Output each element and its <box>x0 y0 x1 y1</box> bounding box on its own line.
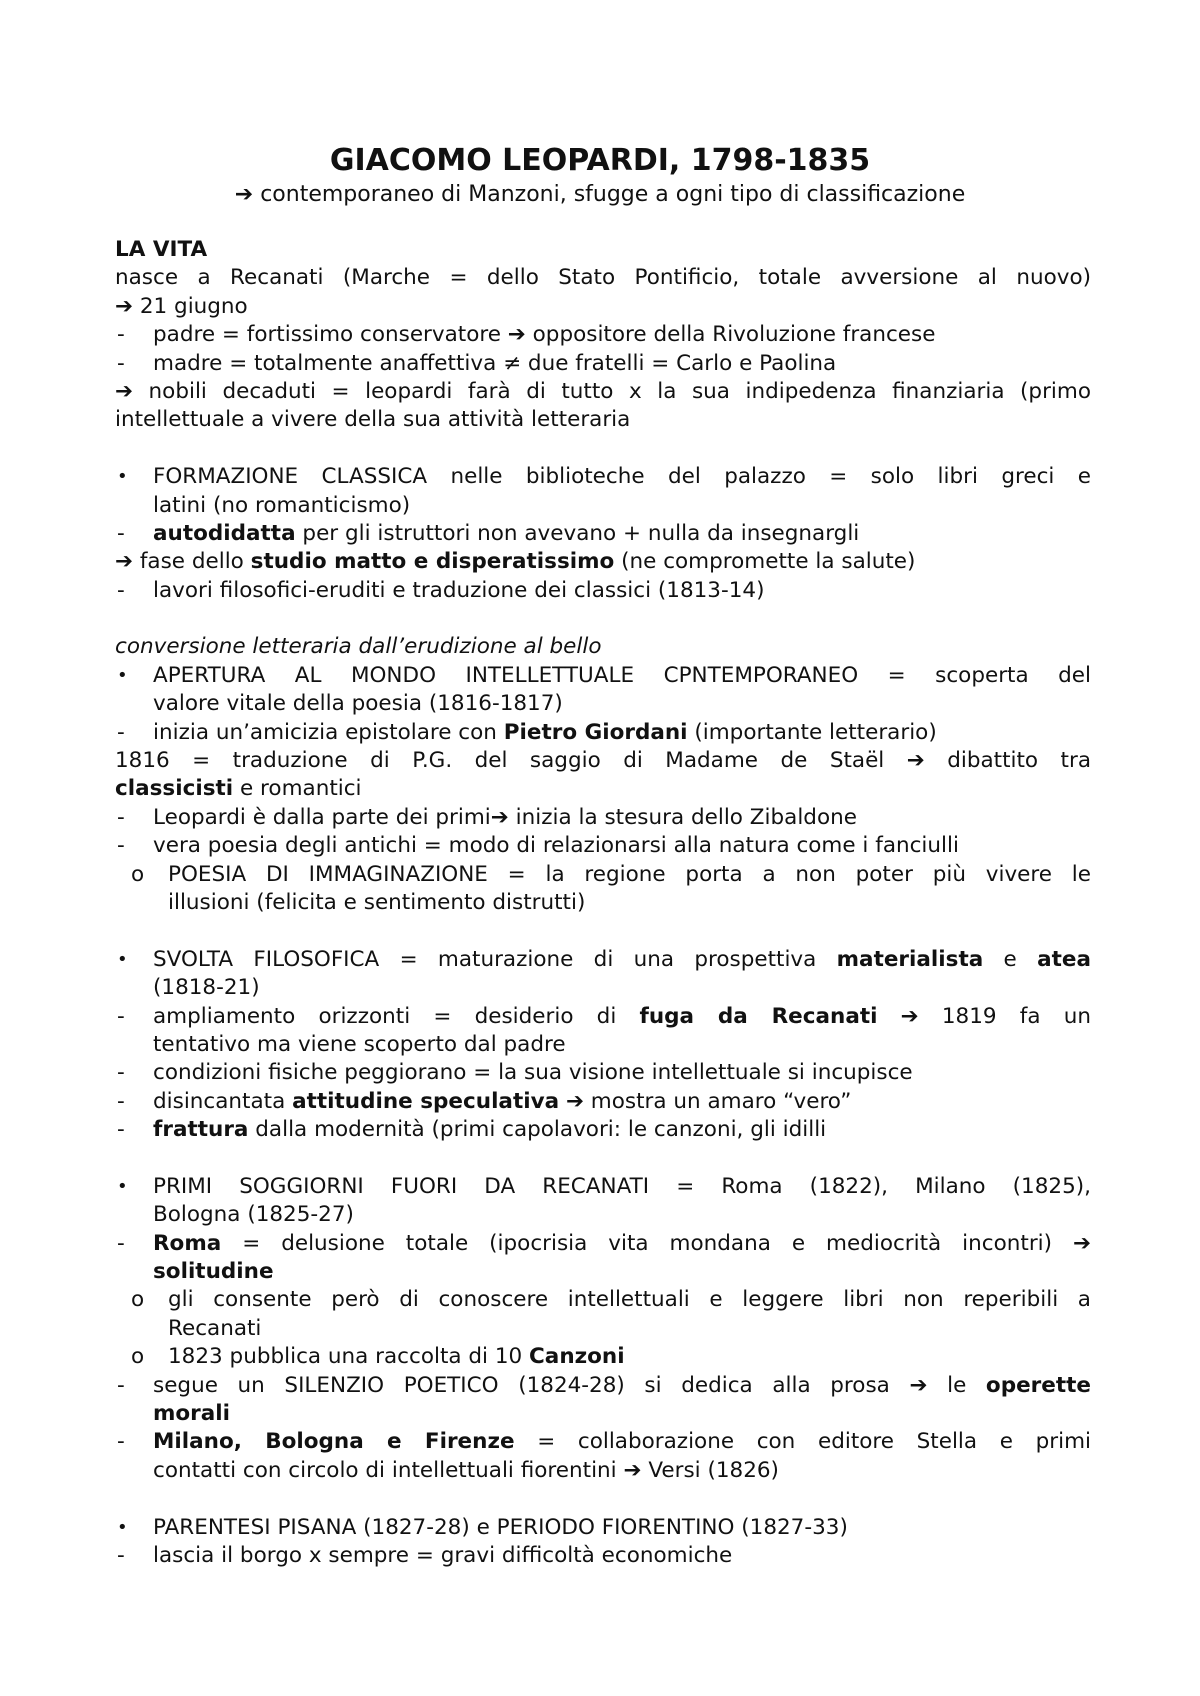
circle-item: o gli consente però di conoscere intellettuali e leggere libri non reperibili a <box>115 1286 1091 1314</box>
dash-marker: - <box>117 520 125 546</box>
bullet-item: • FORMAZIONE CLASSICA nelle biblioteche del palazzo = solo libri greci e <box>115 463 1091 491</box>
bullet-item: • PRIMI SOGGIORNI FUORI DA RECANATI = Roma (1822), Milano (1825), <box>115 1173 1091 1201</box>
dash-item: - condizioni fisiche peggiorano = la sua visione intellettuale si incupisce <box>115 1059 1091 1087</box>
paragraph-line: nasce a Recanati (Marche = dello Stato Pontificio, totale avversione al nuovo) <box>115 265 1091 291</box>
dash-marker: - <box>117 1117 125 1143</box>
bullet-item-continuation: valore vitale della poesia (1816-1817) <box>153 691 563 717</box>
document-subtitle: ➔ contemporaneo di Manzoni, sfugge a ogni tipo di classificazione <box>234 182 966 207</box>
dash-item-continuation: contatti con circolo di intellettuali fiorentini ➔ Versi (1826) <box>153 1457 779 1483</box>
circle-item: o 1823 pubblica una raccolta di 10 Canzoni <box>115 1343 1091 1371</box>
circle-marker: o <box>131 1344 145 1370</box>
bullet-item: • SVOLTA FILOSOFICA = maturazione di una prospettiva materialista e atea <box>115 946 1091 974</box>
circle-item-continuation: illusioni (felicita e sentimento distrutti) <box>168 889 586 915</box>
dash-item-continuation: tentativo ma viene scoperto dal padre <box>153 1031 566 1057</box>
bullet-item: • PARENTESI PISANA (1827-28) e PERIODO FIORENTINO (1827-33) <box>115 1514 1091 1542</box>
dash-item: - segue un SILENZIO POETICO (1824-28) si dedica alla prosa ➔ le operette <box>115 1372 1091 1400</box>
bullet-marker: • <box>117 1516 128 1538</box>
circle-item-continuation: Recanati <box>168 1315 262 1341</box>
circle-marker: o <box>131 1287 145 1313</box>
bullet-marker: • <box>117 1175 128 1197</box>
paragraph-line: ➔ 21 giugno <box>115 293 248 319</box>
circle-item: o POESIA DI IMMAGINAZIONE = la regione porta a non poter più vivere le <box>115 861 1091 889</box>
dash-marker: - <box>117 833 125 859</box>
dash-item: - padre = fortissimo conservatore ➔ oppositore della Rivoluzione francese <box>115 321 1091 349</box>
dash-item: - autodidatta per gli istruttori non avevano + nulla da insegnargli <box>115 520 1091 548</box>
dash-item: - vera poesia degli antichi = modo di relazionarsi alla natura come i fanciulli <box>115 832 1091 860</box>
dash-item: - disincantata attitudine speculativa ➔ mostra un amaro “vero” <box>115 1088 1091 1116</box>
dash-item: - Milano, Bologna e Firenze = collaborazione con editore Stella e primi <box>115 1428 1091 1456</box>
bullet-item-continuation: (1818-21) <box>153 975 260 1001</box>
dash-marker: - <box>117 804 125 830</box>
dash-marker: - <box>117 350 125 376</box>
circle-marker: o <box>131 861 145 887</box>
document-title: GIACOMO LEOPARDI, 1798-1835 <box>329 143 871 178</box>
dash-item: - frattura dalla modernità (primi capolavori: le canzoni, gli idilli <box>115 1116 1091 1144</box>
italic-subheading: conversione letteraria dall’erudizione al bello <box>115 634 602 660</box>
document-body <box>115 236 1091 1570</box>
dash-marker: - <box>117 1230 125 1256</box>
paragraph-line: ➔ nobili decaduti = leopardi farà di tutto x la sua indipedenza finanziaria (primo <box>115 378 1091 404</box>
dash-item: - lascia il borgo x sempre = gravi difficoltà economiche <box>115 1542 1091 1570</box>
dash-marker: - <box>117 1372 125 1398</box>
paragraph-line: ➔ fase dello studio matto e disperatissimo (ne compromette la salute) <box>115 549 916 575</box>
bullet-item: • APERTURA AL MONDO INTELLETTUALE CPNTEMPORANEO = scoperta del <box>115 662 1091 690</box>
paragraph-line: 1816 = traduzione di P.G. del saggio di Madame de Staël ➔ dibattito tra <box>115 748 1091 774</box>
dash-item: - Leopardi è dalla parte dei primi➔ inizia la stesura dello Zibaldone <box>115 804 1091 832</box>
dash-item: - Roma = delusione totale (ipocrisia vita mondana e mediocrità incontri) ➔ <box>115 1230 1091 1258</box>
dash-item: - madre = totalmente anaffettiva ≠ due fratelli = Carlo e Paolina <box>115 350 1091 378</box>
dash-marker: - <box>117 577 125 603</box>
bullet-marker: • <box>117 664 128 686</box>
dash-marker: - <box>117 1060 125 1086</box>
dash-marker: - <box>117 1088 125 1114</box>
bullet-item-continuation: latini (no romanticismo) <box>153 492 411 518</box>
bullet-marker: • <box>117 466 128 488</box>
dash-marker: - <box>117 1003 125 1029</box>
dash-item: - inizia un’amicizia epistolare con Pietro Giordani (importante letterario) <box>115 719 1091 747</box>
dash-marker: - <box>117 1429 125 1455</box>
dash-item: - lavori filosofici-eruditi e traduzione dei classici (1813-14) <box>115 577 1091 605</box>
dash-marker: - <box>117 719 125 745</box>
bullet-item-continuation: Bologna (1825-27) <box>153 1202 354 1228</box>
bullet-marker: • <box>117 948 128 970</box>
dash-item: - ampliamento orizzonti = desiderio di fuga da Recanati ➔ 1819 fa un <box>115 1003 1091 1031</box>
paragraph-line: intellettuale a vivere della sua attività letteraria <box>115 407 631 433</box>
dash-marker: - <box>117 1542 125 1568</box>
dash-marker: - <box>117 322 125 348</box>
section-heading-vita: LA VITA <box>115 237 208 262</box>
dash-item-continuation: morali <box>153 1401 231 1427</box>
dash-item-continuation: solitudine <box>153 1259 274 1285</box>
paragraph-line: classicisti e romantici <box>115 776 362 802</box>
